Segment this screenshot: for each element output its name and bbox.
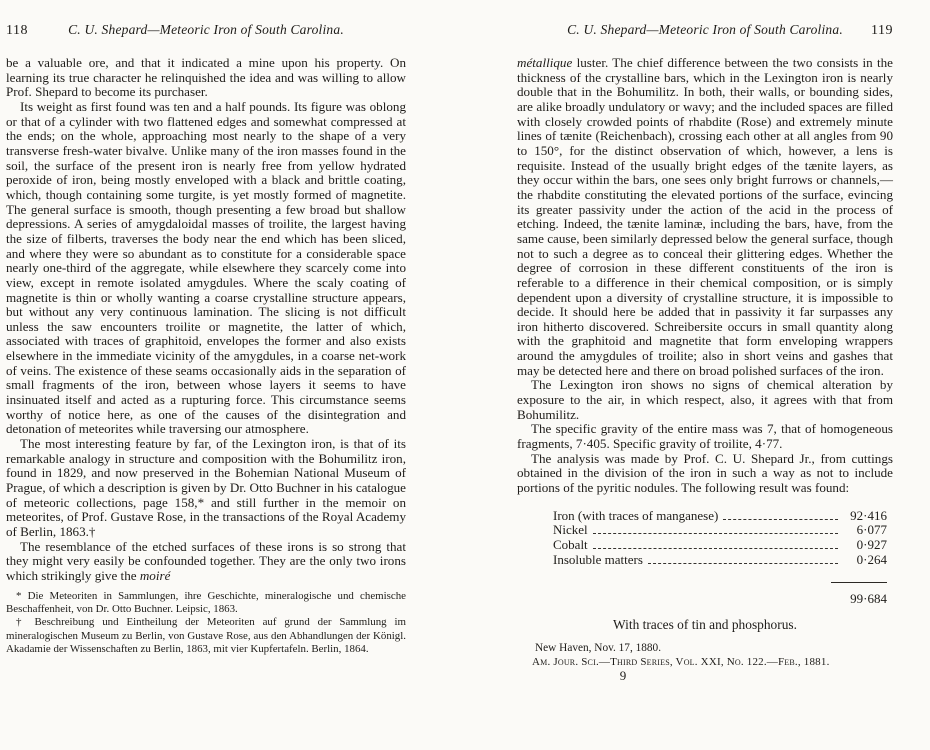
left-page-body <box>6 56 406 584</box>
total-rule <box>831 582 887 583</box>
footnote: † Beschreibung und Eintheilung der Meteoriten auf grund der Sammlung im mineralogischen Museum zu Berlin, von Gustave Rose, aus den Abhandlungen der Königl. Akadamie der Wissenschaften zu Berlin, 1863, mit vier Kupfertafeln. Berlin, 1864. <box>6 616 406 655</box>
text-run: The most interesting feature by far, of the Lexington iron, is that of its remarkable analogy in structure and composition with the Bohumilitz iron, found in 1829, and now preserved in the Bohemian National Museum of Prague, of which a description is given by Dr. Otto Buchner in his catalogue of meteoric collections, page 158,* and still further in the memoir on meteorites, of Prof. Gustave Rose, in the transactions of the Royal Academy of Berlin, 1863.† <box>6 436 406 539</box>
text-run: The Lexington iron shows no signs of chemical alteration by exposure to the air, in which respect, also, it agrees with that from Bohumilitz. <box>517 377 893 422</box>
row-label: Cobalt <box>553 537 588 553</box>
analysis-table <box>553 509 887 568</box>
row-value: 92·416 <box>850 507 887 523</box>
page-119 <box>517 22 893 684</box>
running-title-left: C. U. Shepard—Meteoric Iron of South Carolina. <box>68 22 344 37</box>
italic-text: métallique <box>517 55 573 70</box>
analysis-total <box>517 572 887 608</box>
row-label: Iron (with traces of manganese) <box>553 507 719 523</box>
traces-note: With traces of tin and phosphorus. <box>613 616 797 632</box>
page-118 <box>6 22 406 656</box>
dash-leader <box>648 563 838 564</box>
row-value: 6·077 <box>856 522 887 538</box>
paragraph <box>6 540 406 584</box>
dash-leader <box>723 519 838 520</box>
paragraph <box>6 100 406 437</box>
paragraph <box>517 56 893 378</box>
journal-citation: Am. Jour. Sci.—Third Series, Vol. XXI, No. 122.—Feb., 1881. <box>532 655 830 668</box>
text-run: be a valuable ore, and that it indicated a mine upon his property. On learning its true character he relinquished the idea and was willing to allow Prof. Shepard to become its purchaser. <box>6 55 406 100</box>
row-value: 0·264 <box>856 552 887 568</box>
paragraph <box>517 378 893 422</box>
paragraph <box>6 56 406 100</box>
total-value: 99·684 <box>850 590 887 606</box>
page-number-left: 118 <box>6 23 28 38</box>
dateline: New Haven, Nov. 17, 1880. <box>535 641 662 654</box>
paragraph <box>6 437 406 540</box>
text-run: The analysis was made by Prof. C. U. Shepard Jr., from cuttings obtained in the division of the iron in such a way as not to include portions of the pyritic nodules. The following result was found: <box>517 450 893 496</box>
table-row <box>553 553 887 568</box>
text-run: The resemblance of the etched surfaces of these irons is so strong that they might very easily be confounded together. They are the only two irons which strikingly give the <box>6 538 406 583</box>
right-page-body <box>517 56 893 496</box>
table-row <box>553 538 887 553</box>
paragraph <box>517 452 893 496</box>
page-number-right: 119 <box>871 23 893 38</box>
text-run: The specific gravity of the entire mass was 7, that of homogeneous fragments, 7·405. Specific gravity of troilite, 4·77. <box>517 421 893 452</box>
running-title-right: C. U. Shepard—Meteoric Iron of South Carolina. <box>567 22 843 37</box>
table-row <box>553 509 887 524</box>
text-run: luster. The chief difference between the two consists in the thickness of the crystalline bars, which in the Lexington iron is nearly double that in the Bohumilitz. In both, their walls, or bounding sides, are alike broadly undulatory or wavy; and the included spaces are filled with closely crowded points of rhabdite (Rose) and extremely minute lines of tænite (Reichenbach), crossing each other at all angles from 90 to 150°, for the distinct observation of which, however, a lens is requisite. Instead of the usually bright edges of the tænite layers, as they occur within the bars, one sees only bright furrows or channels,—the rhabdite constituting the elevated portions of the surface, evincing its greater passivity under the action of the acid in the process of etching. Indeed, the tænite laminæ, including the bars, have, from the same cause, been similarly depressed below the general surface, though not to such a degree as to conceal their glittering edges. Whether the degree of corrosion in these different constituents of the iron is referable to a difference in their chemical composition, or is simply dependent upon a diversity of crystalline structure, it is impossible to decide. It should here be added that in passivity it far surpasses any iron hitherto discovered. Schreibersite occurs in small quantity along with the graphitoid and magnetite that form enveloping wrappers around the amygdules of troilite; also in short veins and gashes that may be detected here and there on broad polished surfaces of the iron. <box>517 55 893 378</box>
text-run: Its weight as first found was ten and a half pounds. Its figure was oblong or that of a cylinder with two flattened edges and somewhat compressed at the ends; on the whole, approaching most nearly to the shape of a very transverse fresh-water bivalve. Unlike many of the iron masses found in the soil, the surface of the present iron is nearly free from yellow hydrated peroxide of iron, being mostly enveloped with a black and brittle coating, which, though containing some turgite, is yet mostly formed of magnetite. The general surface is smooth, though presenting a few broad but shallow depressions. A series of amygdaloidal masses of troilite, the largest having the size of filberts, traverses the body near the end which has been sliced, and where they were so abundant as to constitute for a considerable space nearly one-third of the aggregate, while elsewhere they scarcely come into view, except in remote isolated amygdules. Where the scaly coating of magnetite is thin or wholly wanting a coarse crystalline structure appears, but without any very continuous lamination. The slicing is not difficult unless the saw encounters troilite or magnetite, the latter of which, associated with traces of graphitoid, envelopes the former and also exists elsewhere in the immediate vicinity of the amygdules, in a coarse net-work of veins. The existence of these seams occasionally aids in the separation of small fragments of the iron, between whose layers it seems to have insinuated itself and acted as a rupturing force. This circumstance seems worthy of notice here, as one of the causes of the disintegration and detonation of meteorites while traversing our atmosphere. <box>6 98 406 437</box>
footnote: * Die Meteoriten in Sammlungen, ihre Geschichte, mineralogische und chemische Beschaffenheit, von Dr. Otto Buchner. Leipsic, 1863. <box>6 589 406 615</box>
table-row <box>553 523 887 538</box>
running-head-left <box>6 22 406 39</box>
row-label: Insoluble matters <box>553 552 643 568</box>
italic-text: moiré <box>139 567 171 583</box>
dash-leader <box>593 548 838 549</box>
paragraph <box>517 422 893 451</box>
signature-mark: 9 <box>619 667 627 683</box>
row-label: Nickel <box>553 522 588 538</box>
left-page-footnotes <box>6 590 406 656</box>
row-value: 0·927 <box>856 537 887 553</box>
running-head-right <box>517 22 893 39</box>
dash-leader <box>593 533 838 534</box>
